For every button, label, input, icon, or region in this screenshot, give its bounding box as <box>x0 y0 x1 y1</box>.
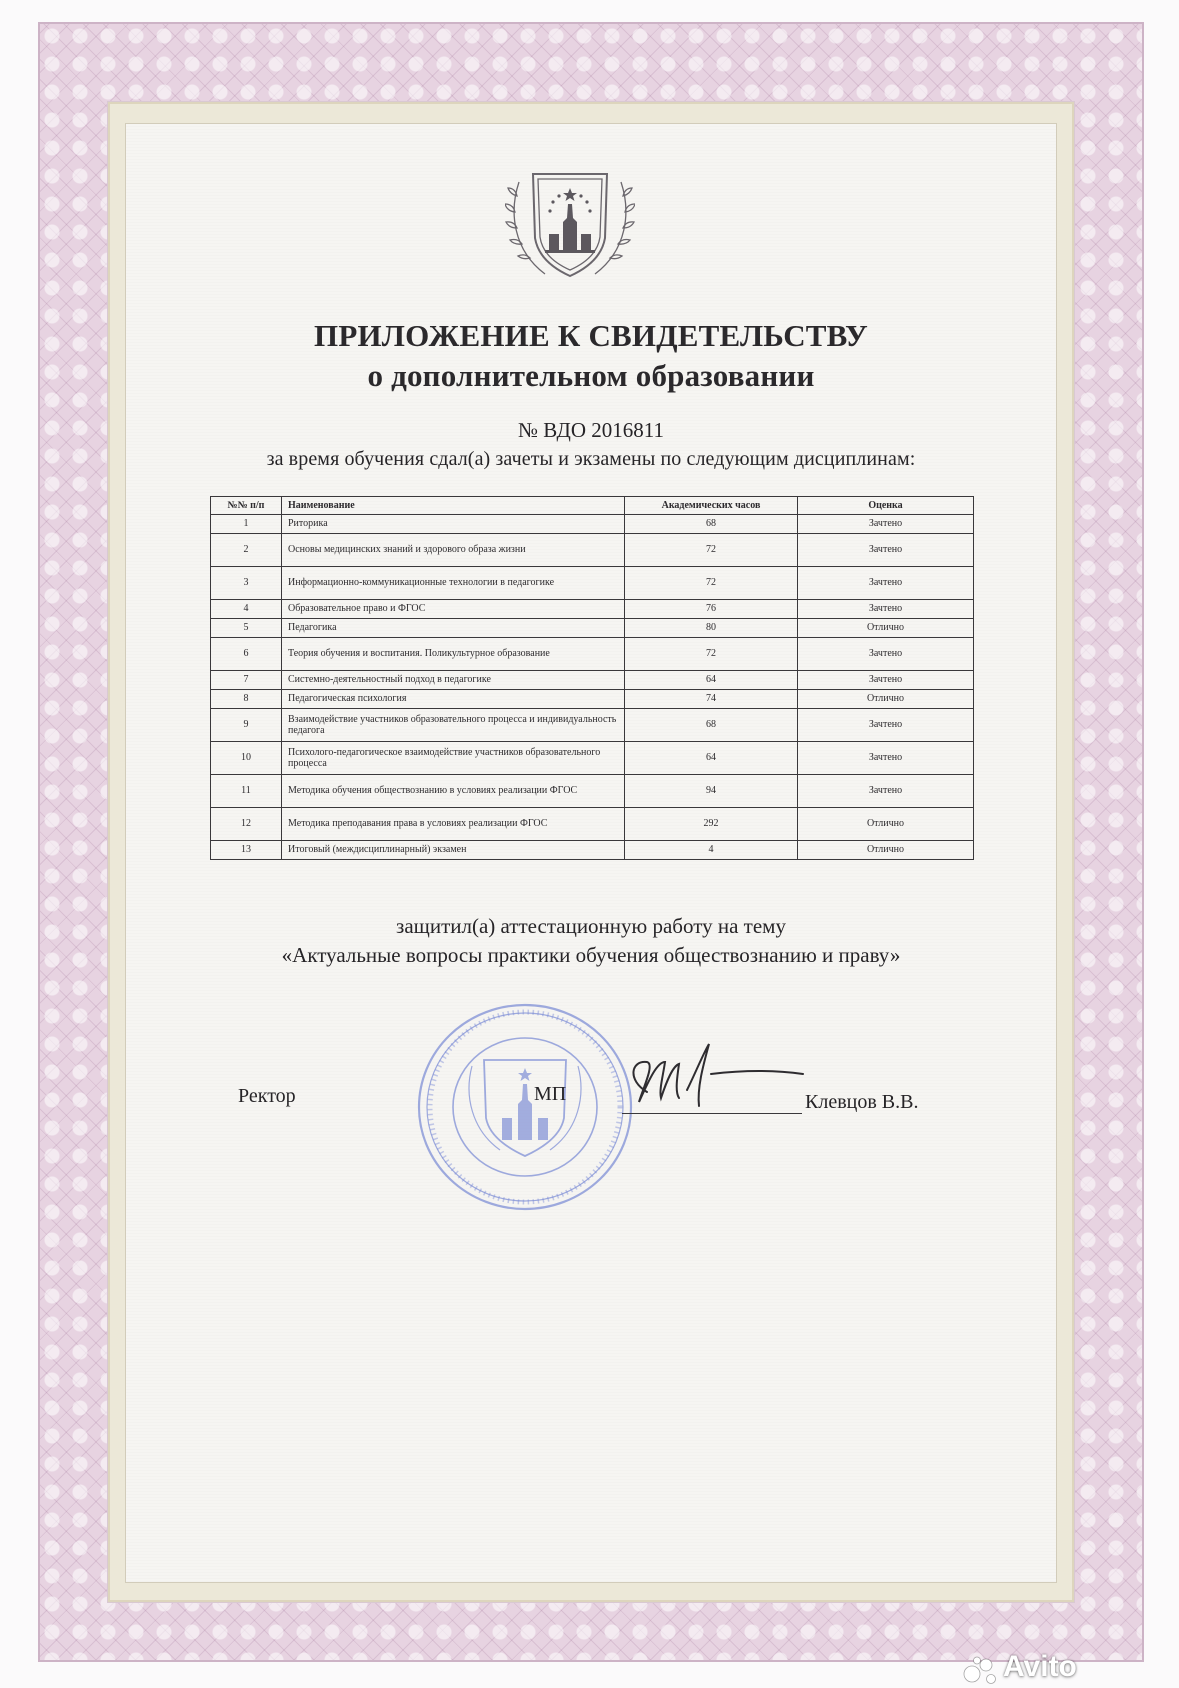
table-header-row <box>211 497 974 515</box>
row-name: Методика преподавания права в условиях реализации ФГОС <box>282 808 625 841</box>
row-grade: Отлично <box>798 808 974 841</box>
row-name: Системно-деятельностный подход в педагогике <box>282 671 625 690</box>
row-grade: Зачтено <box>798 671 974 690</box>
row-name: Взаимодействие участников образовательного процесса и индивидуальность педагога <box>282 709 625 742</box>
row-grade: Зачтено <box>798 600 974 619</box>
table-row <box>211 775 974 808</box>
row-hours: 64 <box>625 742 798 775</box>
header-name: Наименование <box>282 497 625 515</box>
table-row <box>211 808 974 841</box>
disciplines-table <box>210 496 974 860</box>
document-title: ПРИЛОЖЕНИЕ К СВИДЕТЕЛЬСТВУ <box>314 318 868 353</box>
avito-watermark: Avito <box>1003 1650 1077 1683</box>
header-grade: Оценка <box>798 497 974 515</box>
table-row <box>211 600 974 619</box>
row-grade: Зачтено <box>798 742 974 775</box>
row-hours: 72 <box>625 567 798 600</box>
row-name: Риторика <box>282 515 625 534</box>
header-num: №№ п/п <box>211 497 282 515</box>
thesis-intro: защитил(а) аттестационную работу на тему <box>396 914 786 938</box>
official-stamp-icon <box>414 1000 636 1214</box>
row-hours: 292 <box>625 808 798 841</box>
table-row <box>211 619 974 638</box>
row-hours: 76 <box>625 600 798 619</box>
row-grade: Зачтено <box>798 534 974 567</box>
row-name: Психолого-педагогическое взаимодействие участников образовательного процесса <box>282 742 625 775</box>
row-hours: 4 <box>625 841 798 860</box>
row-name: Итоговый (междисциплинарный) экзамен <box>282 841 625 860</box>
row-name: Педагогика <box>282 619 625 638</box>
thesis-topic: «Актуальные вопросы практики обучения обществознанию и праву» <box>281 943 901 967</box>
row-grade: Зачтено <box>798 709 974 742</box>
row-number: 10 <box>211 742 282 775</box>
row-name: Педагогическая психология <box>282 690 625 709</box>
table-row <box>211 515 974 534</box>
table-row <box>211 709 974 742</box>
row-hours: 68 <box>625 515 798 534</box>
row-name: Теория обучения и воспитания. Поликультурное образование <box>282 638 625 671</box>
document-subtitle: о дополнительном образовании <box>367 358 815 393</box>
document-intro: за время обучения сдал(а) зачеты и экзамены по следующим дисциплинам: <box>266 448 916 470</box>
row-hours: 68 <box>625 709 798 742</box>
row-grade: Отлично <box>798 690 974 709</box>
institution-emblem-icon <box>505 162 635 290</box>
row-number: 12 <box>211 808 282 841</box>
signature-line <box>622 1113 802 1114</box>
document-number: № ВДО 2016811 <box>518 418 664 442</box>
table-row <box>211 534 974 567</box>
table-row <box>211 742 974 775</box>
row-number: 8 <box>211 690 282 709</box>
row-number: 4 <box>211 600 282 619</box>
row-hours: 80 <box>625 619 798 638</box>
row-number: 3 <box>211 567 282 600</box>
row-name: Основы медицинских знаний и здорового образа жизни <box>282 534 625 567</box>
row-grade: Зачтено <box>798 775 974 808</box>
row-grade: Зачтено <box>798 567 974 600</box>
row-number: 11 <box>211 775 282 808</box>
row-hours: 64 <box>625 671 798 690</box>
table-row <box>211 567 974 600</box>
avito-logo-icon <box>962 1656 1000 1686</box>
row-number: 13 <box>211 841 282 860</box>
row-grade: Зачтено <box>798 638 974 671</box>
row-grade: Отлично <box>798 841 974 860</box>
row-name: Образовательное право и ФГОС <box>282 600 625 619</box>
row-grade: Отлично <box>798 619 974 638</box>
header-hours: Академических часов <box>625 497 798 515</box>
row-hours: 94 <box>625 775 798 808</box>
table-row <box>211 638 974 671</box>
row-grade: Зачтено <box>798 515 974 534</box>
row-number: 1 <box>211 515 282 534</box>
table-row <box>211 841 974 860</box>
row-number: 9 <box>211 709 282 742</box>
signer-role: Ректор <box>238 1085 296 1107</box>
table-row <box>211 690 974 709</box>
table-row <box>211 671 974 690</box>
row-number: 5 <box>211 619 282 638</box>
row-number: 2 <box>211 534 282 567</box>
row-number: 7 <box>211 671 282 690</box>
row-name: Методика обучения обществознанию в условиях реализации ФГОС <box>282 775 625 808</box>
handwritten-signature-icon <box>625 1040 805 1120</box>
signer-name: Клевцов В.В. <box>805 1091 919 1113</box>
row-number: 6 <box>211 638 282 671</box>
row-hours: 74 <box>625 690 798 709</box>
row-hours: 72 <box>625 534 798 567</box>
seal-mark: МП <box>534 1083 567 1105</box>
row-hours: 72 <box>625 638 798 671</box>
row-name: Информационно-коммуникационные технологии в педагогике <box>282 567 625 600</box>
